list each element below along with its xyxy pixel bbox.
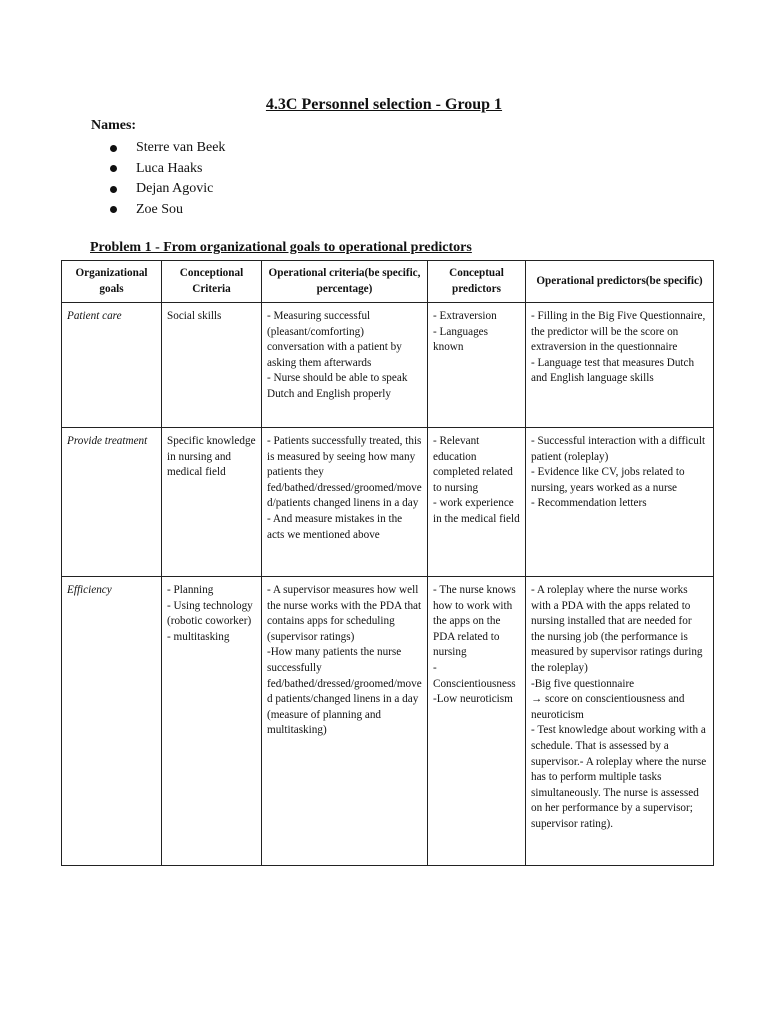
name-text: Zoe Sou (136, 201, 184, 217)
table-row (62, 303, 714, 428)
list-item (110, 138, 225, 159)
bullet-icon (110, 186, 117, 193)
names-label: Names: (91, 118, 137, 133)
column-header: Conceptual predictors (428, 261, 526, 303)
operational-criteria-cell: - Patients successfully treated, this is measured by seeing how many patients they fed/bathed/dressed/groomed/moved/patients changed linens in a day - And measure mistakes in the acts we mentioned above (262, 428, 428, 577)
conceptional-criteria-cell: Specific knowledge in nursing and medical field (162, 428, 262, 577)
column-header: Conceptional Criteria (162, 261, 262, 303)
goal-cell: Patient care (62, 303, 162, 428)
column-header: Operational predictors(be specific) (526, 261, 714, 303)
goal-cell: Efficiency (62, 577, 162, 866)
list-item (110, 179, 225, 200)
goals-predictors-table (61, 260, 714, 866)
conceptual-predictors-cell: - The nurse knows how to work with the apps on the PDA related to nursing - Conscientiousness -Low neuroticism (428, 577, 526, 866)
bullet-icon (110, 165, 117, 172)
list-item (110, 200, 225, 221)
table-row (62, 577, 714, 866)
problem-heading: Problem 1 - From organizational goals to operational predictors (90, 240, 472, 255)
list-item (110, 159, 225, 180)
operational-predictors-cell: - Successful interaction with a difficult patient (roleplay) - Evidence like CV, jobs related to nursing, years worked as a nurse - Recommendation letters (526, 428, 714, 577)
name-text: Dejan Agovic (136, 181, 214, 196)
bullet-icon (110, 206, 117, 213)
document-title: 4.3C Personnel selection - Group 1 (265, 96, 503, 113)
conceptual-predictors-cell: - Relevant education completed related to nursing - work experience in the medical field (428, 428, 526, 577)
column-header: Operational criteria(be specific, percentage) (262, 261, 428, 303)
name-text: Luca Haaks (136, 160, 203, 176)
table-row (62, 428, 714, 577)
names-list (110, 138, 225, 220)
conceptional-criteria-cell: Social skills (162, 303, 262, 428)
conceptual-predictors-cell: - Extraversion - Languages known (428, 303, 526, 428)
operational-criteria-cell: - A supervisor measures how well the nurse works with the PDA that contains apps for scheduling (supervisor ratings) -How many patients the nurse successfully fed/bathed/dressed/groomed/moved patients/changed linens in a day (measure of planning and multitasking) (262, 577, 428, 866)
name-text: Sterre van Beek (136, 140, 226, 155)
goal-cell: Provide treatment (62, 428, 162, 577)
operational-predictors-cell: - Filling in the Big Five Questionnaire, the predictor will be the score on extraversion in the questionnaire - Language test that measures Dutch and English language skills (526, 303, 714, 428)
conceptional-criteria-cell: - Planning - Using technology (robotic coworker) - multitasking (162, 577, 262, 866)
operational-criteria-cell: - Measuring successful (pleasant/comforting) conversation with a patient by asking them afterwards - Nurse should be able to speak Dutch and English properly (262, 303, 428, 428)
bullet-icon (110, 145, 117, 152)
table-header-row (62, 261, 714, 303)
operational-predictors-cell: - A roleplay where the nurse works with a PDA with the apps related to nursing installed that are needed for the nursing job (the performance is measured by supervisor ratings during the roleplay) -Big five questionnaire → score on conscientiousness and neuroticism - Test knowledge about working with a schedule. That is assessed by a supervisor.- A roleplay where the nurse has to perform multiple tasks simultaneously. The nurse is assessed on her performance by a supervisor; supervisor rating). (526, 577, 714, 866)
column-header: Organizational goals (62, 261, 162, 303)
